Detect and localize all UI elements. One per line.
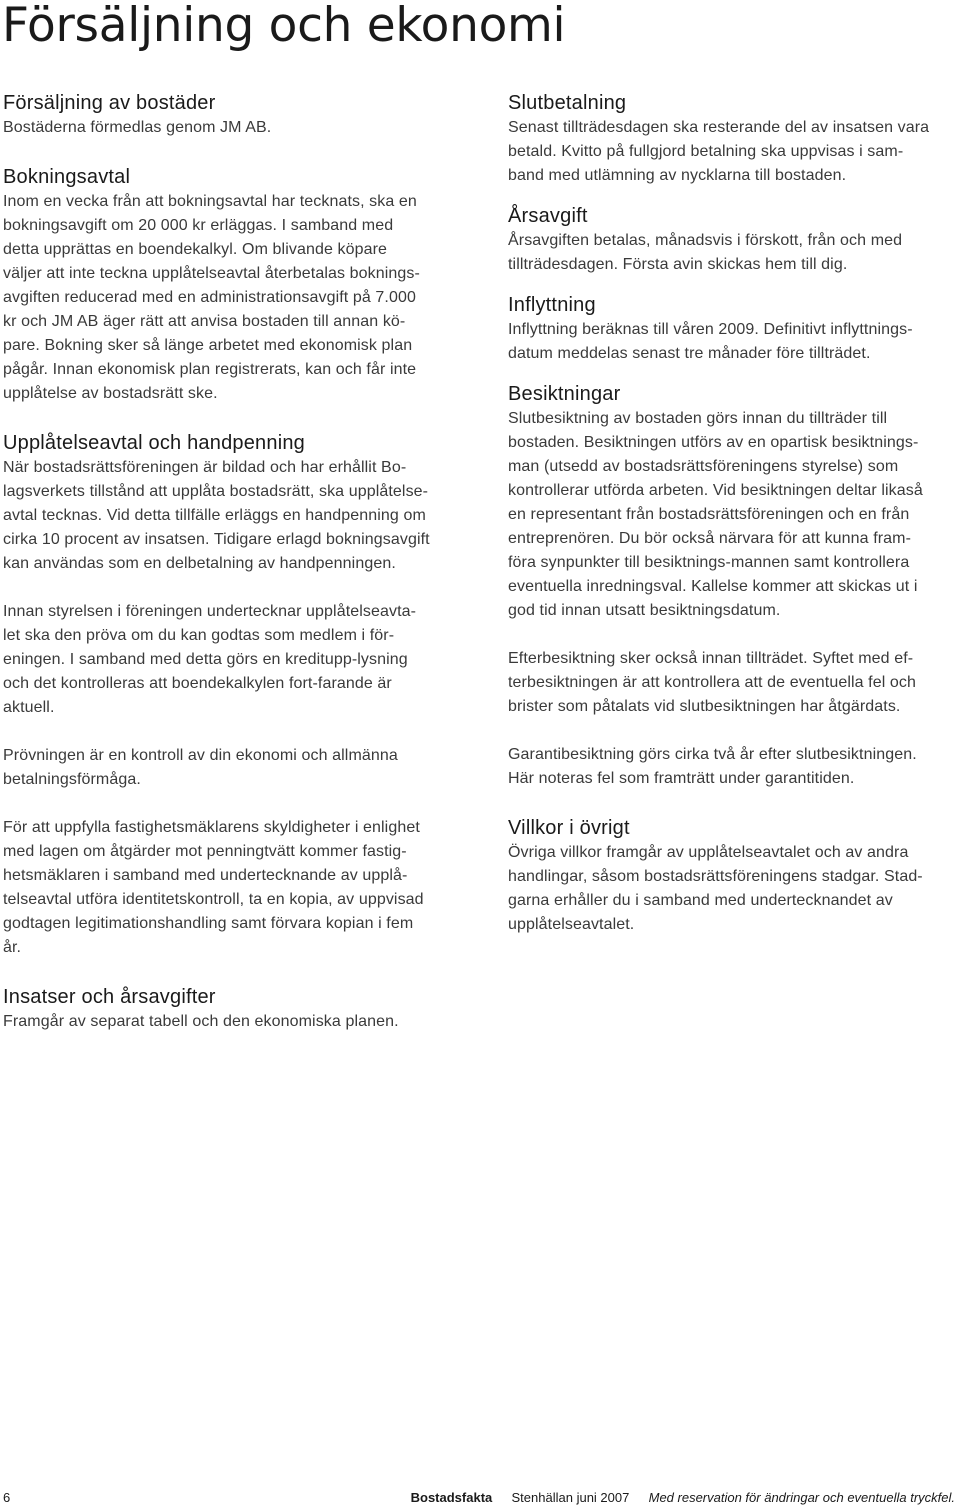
- page-title: Försäljning och ekonomi: [2, 0, 566, 53]
- section-paragraph: Årsavgiften betalas, månadsvis i förskott, från och med tillträdesdagen. Första avin skickas hem till dig.: [508, 232, 903, 273]
- section-heading: Villkor i övrigt: [508, 817, 630, 839]
- right-column: [508, 90, 955, 937]
- section-paragraph: Efterbesiktning sker också innan tillträdet. Syftet med ef- terbesiktningen är att kontrollera att de eventuella fel och brister som påtalats vid slutbesiktningen har åtgärdats.: [508, 650, 917, 715]
- section-paragraph: Senast tillträdesdagen ska resterande del av insatsen vara betald. Kvitto på fullgjord betalning ska uppvisas i sam- band med utlämning av nycklarna till bostaden.: [508, 119, 930, 184]
- section-heading: Inflyttning: [508, 294, 596, 316]
- section-heading: Besiktningar: [508, 383, 621, 405]
- section-paragraph: Övriga villkor framgår av upplåtelseavtalet och av andra handlingar, såsom bostadsrättsföreningens stadgar. Stad- garna erhåller du i samband med undertecknandet av upplåtelseavtalet.: [508, 844, 923, 933]
- section-heading: Insatser och årsavgifter: [3, 986, 216, 1008]
- section-heading: Årsavgift: [508, 205, 588, 227]
- section-paragraph: Framgår av separat tabell och den ekonomiska planen.: [3, 1013, 399, 1030]
- footer-disclaimer: Med reservation för ändringar och eventuella tryckfel.: [648, 1490, 955, 1505]
- section-upplatelseavtal: [3, 430, 455, 960]
- section-besiktningar: [508, 381, 955, 791]
- section-paragraph: Innan styrelsen i föreningen undertecknar upplåtelseavta- let ska den pröva om du kan godtas som medlem i för- eningen. I samband med detta görs en kreditupp-lysning och det kontrolleras att boendekalkylen fort-farande är aktuell.: [3, 603, 417, 716]
- section-heading: Försäljning av bostäder: [3, 92, 216, 114]
- section-paragraph: Garantibesiktning görs cirka två år efter slutbesiktningen. Här noteras fel som framträtt under garantitiden.: [508, 746, 917, 787]
- section-slutbetalning: [508, 90, 955, 188]
- footer-date: juni 2007: [576, 1490, 630, 1505]
- section-paragraph: Inom en vecka från att bokningsavtal har tecknats, ska en bokningsavgift om 20 000 kr erläggas. I samband med detta upprättas en boendekalkyl. Om blivande köpare väljer att inte teckna upplåtelseavtal återbetalas boknings- avgiften reducerad med en administrationsavgift på 7.000 kr och JM AB äger rätt att anvisa bostaden till annan kö- pare. Bokning sker så länge arbetet med ekonomisk plan pågår. Innan ekonomisk plan registrerats, kan och får inte upplåtelse av bostadsrätt ske.: [3, 193, 420, 402]
- section-bokningsavtal: [3, 164, 455, 406]
- section-paragraph: Bostäderna förmedlas genom JM AB.: [3, 119, 272, 136]
- footer-project: Stenhällan: [511, 1490, 573, 1505]
- footer-right: [411, 1488, 955, 1508]
- section-arsavgift: [508, 203, 955, 277]
- section-heading: Slutbetalning: [508, 92, 627, 114]
- section-paragraph: För att uppfylla fastighetsmäklarens skyldigheter i enlighet med lagen om åtgärder mot penningtvätt kommer fastig- hetsmäklaren i samband med undertecknande av upplå- telseavtal utföra identitetskontroll, ta en kopia, av uppvisad godtagen legitimationshandling samt förvara kopian i fem år.: [3, 819, 424, 956]
- section-paragraph: Slutbesiktning av bostaden görs innan du tillträder till bostaden. Besiktningen utförs av en opartisk besiktnings- man (utsedd av bostadsrättsföreningens styrelse) som kontrollerar utförda arbeten. Vid besiktningen deltar likaså en representant från bostadsrättsföreningen och en från entreprenören. Du bör också närvara för att kunna fram- föra synpunkter till besiktnings-mannen samt kontrollera eventuella inredningsval. Kallelse kommer att skickas ut i god tid innan utsatt besiktningsdatum.: [508, 410, 923, 619]
- section-paragraph: Prövningen är en kontroll av din ekonomi och allmänna betalningsförmåga.: [3, 747, 398, 788]
- page-footer: [3, 1488, 955, 1508]
- left-column: [3, 90, 455, 1034]
- section-villkor: [508, 815, 955, 937]
- section-paragraph: Inflyttning beräknas till våren 2009. Definitivt inflyttnings- datum meddelas senast tre månader före tillträdet.: [508, 321, 913, 362]
- section-paragraph: När bostadsrättsföreningen är bildad och har erhållit Bo- lagsverkets tillstånd att upplåta bostadsrätt, ska upplåtelse- avtal tecknas. Vid detta tillfälle erläggs en handpenning om cirka 10 procent av insatsen. Tidigare erlagd bokningsavgift kan användas som en delbetalning av handpenningen.: [3, 459, 430, 572]
- section-heading: Bokningsavtal: [3, 166, 131, 188]
- section-insatser: [3, 984, 455, 1034]
- section-heading: Upplåtelseavtal och handpenning: [3, 432, 305, 454]
- section-forsaljning: [3, 90, 455, 140]
- section-inflyttning: [508, 292, 955, 366]
- page-number: 6: [3, 1490, 11, 1505]
- footer-brand: Bostadsfakta: [410, 1490, 493, 1505]
